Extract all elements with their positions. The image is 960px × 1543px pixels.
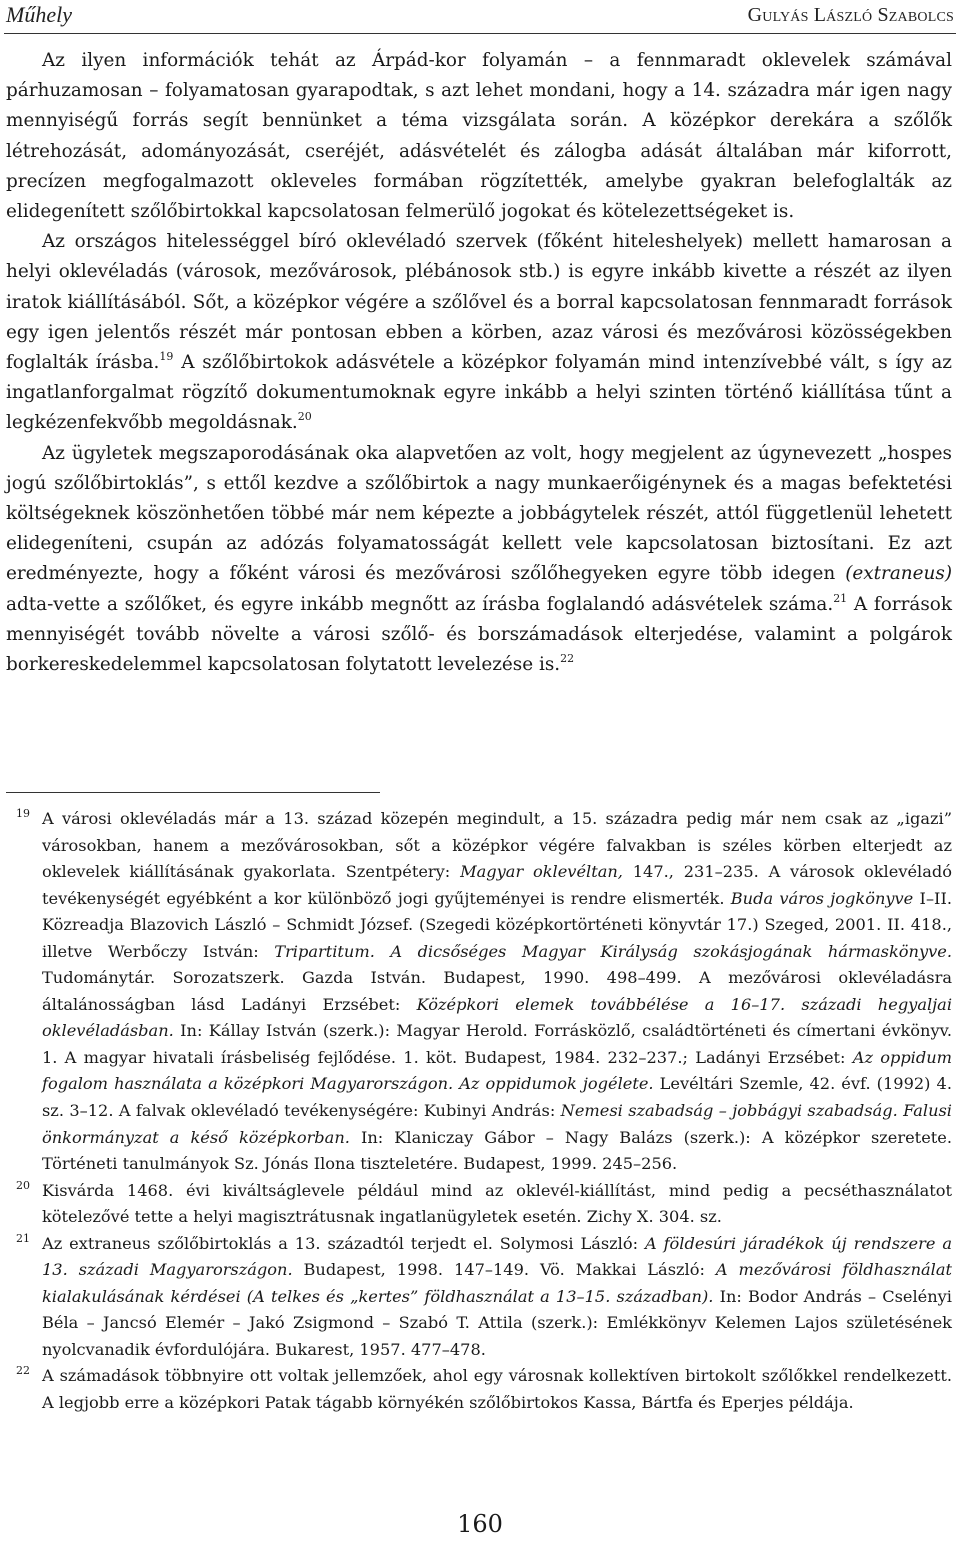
footnote-text: I–II. Közreadja Blazovich László – Schmidt József. (Szegedi középkortörténeti könyvtár 17.) Szeged, 2001. II. 418., illetve Werbőczy István:: [42, 888, 952, 961]
footnote-italic: Tripartitum. A dicsőséges Magyar Királyság szokásjogának hármaskönyve.: [274, 941, 952, 961]
footnote-text: 147., 231–235. A városok oklevéladó tevékenységét egyébként a kor különböző jogi gyűjteményei is rendre elismerték.: [42, 862, 952, 908]
footnote-text: Levéltári Szemle, 42. évf. (1992) 4. sz. 3–12. A falvak oklevéladó tevékenységére: Kubinyi András:: [42, 1074, 952, 1121]
footnote-italic: A mezővárosi földhasználat kialakulásának kérdései (A telkes és „kertes” földhasználat a 13–15. században).: [42, 1260, 952, 1306]
footnote-text: In: Kállay István (szerk.): Magyar Herold. Forrásközlő, családtörténeti és címertani évkönyv. 1. A magyar hivatali írásbeliség fejlődése. 1. köt. Budapest, 1984. 232–237.; Ladányi Erzsébet:: [42, 1021, 952, 1067]
paragraph-2-text-a: Az országos hitelességgel bíró oklevéladó szervek (főként hiteleshelyek) mellett hamarosan a helyi oklevéladás (városok, mezővárosok, plébánosok stb.) is egyre inkább kivette a részét az ilyen iratok kiállításából. Sőt, a középkor végére a szőlővel és a borral kapcsolatosan fennmaradt források egy igen jelentős részét már pontosan ebben a körben, azaz városi és mezővárosi közösségekben foglalták írásba.: [6, 231, 952, 374]
footnote-text: Tudománytár. Sorozatszerk. Gazda István. Budapest, 1990. 498–499. A mezővárosi oklevéladásra általánosságban lásd Ladányi Erzsébet:: [42, 968, 952, 1014]
footnote-22: [6, 1363, 952, 1416]
footnote-21: [6, 1231, 952, 1364]
paragraph-3: [6, 439, 952, 681]
footnote-text: A számadások többnyire ott voltak jellemzőek, ahol egy városnak kollektíven birtokolt szőlőkkel rendelkezett. A legjobb erre a középkori Patak tágabb környékén szőlőbirtokos Kassa, Bártfa és Eperjes példája.: [42, 1366, 952, 1413]
footnote-italic: Nemesi szabadság – jobbágyi szabadság. Falusi önkormányzat a késő középkorban.: [42, 1101, 952, 1147]
footnote-ref-20[interactable]: 20: [297, 410, 312, 424]
paragraph-2: [6, 227, 952, 438]
paragraph-3-text-b: adta-vette a szőlőket, és egyre inkább megnőtt az írásba foglalandó adásvételek száma.: [6, 593, 834, 615]
paragraph-3-text-c: A források mennyiségét tovább növelte a városi szőlő- és borszámadások elterjedése, valamint a polgárok borkereskedelemmel kapcsolatosan folytatott levelezése is.: [6, 593, 952, 676]
footnote-ref-21[interactable]: 21: [833, 591, 848, 605]
footnote-italic: Középkori elemek továbbélése a 16–17. századi hegyaljai oklevéladásban.: [42, 994, 952, 1041]
footnote-20: [6, 1178, 952, 1231]
section-title: Műhely: [6, 2, 72, 27]
footnote-text: Kisvárda 1468. évi kiváltságlevele például mind az oklevél-kiállítást, mind pedig a pecséthasználatot kötelezővé tette a helyi magisztrátusnak ingatlanügyletek esetén. Zichy X. 304. sz.: [42, 1180, 952, 1227]
footnote-text: In: Klaniczay Gábor – Nagy Balázs (szerk.): A középkor szeretete. Történeti tanulmányok Sz. Jónás Ilona tiszteletére. Budapest, 1999. 245–256.: [42, 1127, 952, 1174]
footnotes: [6, 806, 952, 1417]
paragraph-2-text-b: A szőlőbirtokok adásvétele a középkor folyamán mind intenzívebbé vált, s így az ingatlanforgalmat rögzítő dokumentumoknak egyre inkább a helyi szinten történő kiállítása tűnt a legkézenfekvőbb megoldásnak.: [6, 352, 952, 434]
footnote-text: Az extraneus szőlőbirtoklás a 13. századtól terjedt el. Solymosi László:: [42, 1233, 645, 1253]
footnote-text: A városi oklevéladás már a 13. század közepén megindult, a 15. századra pedig már nem csak az „igazi” városokban, hanem a mezővárosokban, sőt a középkor végére falvakban is széles körben elterjedt az oklevelek kiállításának gyakorlata. Szentpétery:: [42, 809, 952, 882]
paragraph-3-italic: (extraneus): [845, 563, 952, 585]
footnote-italic: A földesúri járadékok új rendszere a 13. századi Magyarországon.: [42, 1233, 952, 1280]
footnote-number: 20: [16, 1178, 30, 1192]
footnote-ref-22[interactable]: 22: [560, 652, 575, 666]
footnote-text: Budapest, 1998. 147–149. Vö. Makkai László:: [292, 1260, 716, 1280]
footnote-number: 21: [16, 1231, 30, 1245]
main-text: [6, 46, 952, 680]
running-header: [6, 0, 954, 30]
footnote-text: In: Bodor András – Cselényi Béla – Jancsó Elemér – Jakó Zsigmond – Szabó T. Attila (szerk.): Emlékkönyv Kelemen Lajos születésének nyolcvanadik évfordulójára. Bukarest, 1957. 477–478.: [42, 1286, 952, 1359]
paragraph-1: [6, 46, 952, 227]
footnote-19: [6, 806, 952, 1178]
footnote-italic: Magyar oklevéltan,: [460, 862, 623, 882]
page-number: 160: [457, 1510, 503, 1538]
paragraph-3-text-a: Az ügyletek megszaporodásának oka alapvetően az volt, hogy megjelent az úgynevezett „hospes jogú szőlőbirtoklás”, s ettől kezdve a szőlőbirtok a nagy munkaerőigénynek és a magas befektetési költségeknek köszönhetően többé már nem képezte a jobbágytelek részét, attól függetlenül lehetett elidegeníteni, csupán az adózás folyamatosságát kellett vele kapcsolatosan biztosítani. Ez azt eredményezte, hogy a főként városi és mezővárosi szőlőhegyeken egyre több idegen: [6, 442, 952, 585]
author-name: Gulyás László Szabolcs: [747, 4, 954, 26]
footnote-italic: Buda város jogkönyve: [730, 888, 914, 908]
header-rule: [4, 33, 956, 34]
footnote-number: 22: [16, 1364, 30, 1378]
footnote-ref-19[interactable]: 19: [159, 350, 174, 364]
footnote-number: 19: [16, 807, 30, 820]
footnote-rule: [6, 792, 380, 793]
paragraph-1-text: Az ilyen információk tehát az Árpád-kor folyamán – a fennmaradt oklevelek számával párhuzamosan – folyamatosan gyarapodtak, s azt lehet mondani, hogy a 14. századra már igen nagy mennyiségű forrás segít bennünket a téma vizsgálata során. A középkor derekára a szőlők létrehozását, adományozását, cseréjét, adásvételét és zálogba adását általában már kiforrott, precízen megfogalmazott okleveles formában rögzítették, amelybe gyakran belefoglalták az elidegenített szőlőbirtokkal kapcsolatosan felmerülő jogokat és kötelezettségeket is.: [6, 50, 952, 223]
footnote-italic: Az oppidum fogalom használata a középkori Magyarországon. Az oppidumok jogélete.: [42, 1047, 952, 1094]
